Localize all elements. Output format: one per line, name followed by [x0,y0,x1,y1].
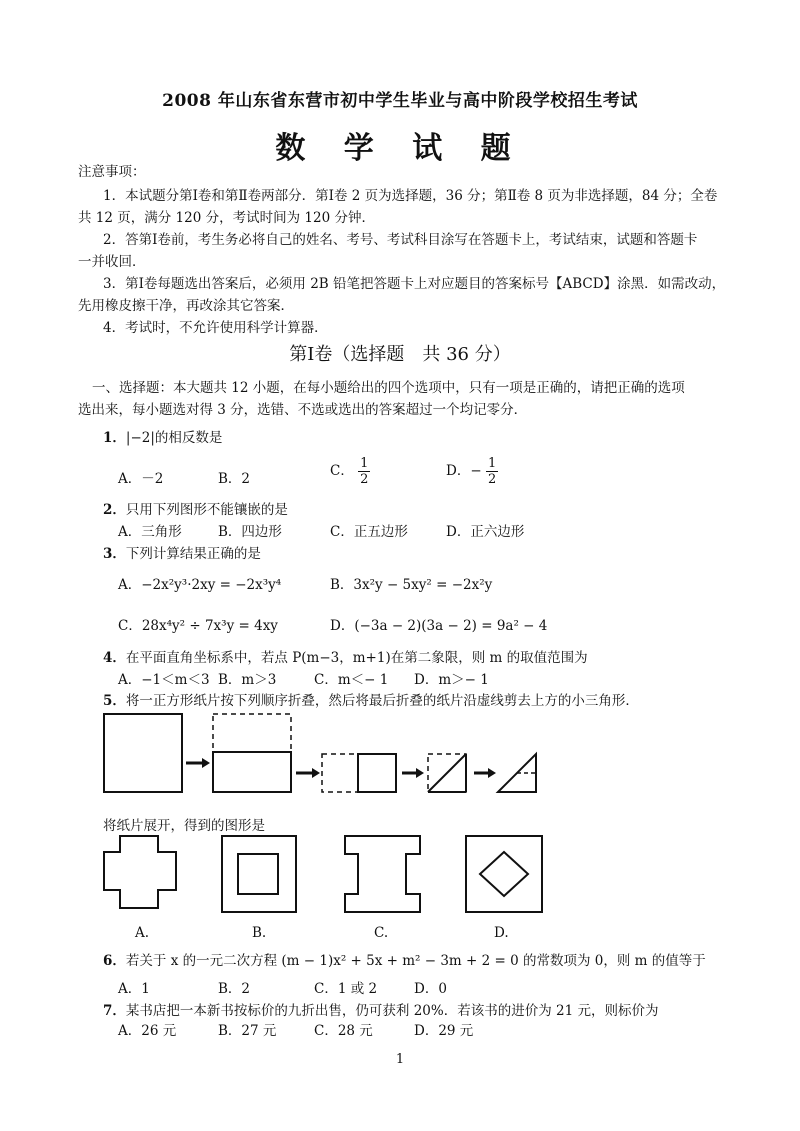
q1-d-fraction [486,456,498,487]
q4-option-c: C．m＜− 1 [314,672,389,688]
q2-option-b: B．四边形 [218,524,282,540]
q2-number: 2． [103,502,126,518]
q2-text: 只用下列图形不能镶嵌的是 [125,502,288,518]
q2-option-d: D．正六边形 [446,524,525,540]
q5-figure-b-inner [238,854,278,894]
fold-step2-bottom [213,752,291,792]
q7-option-b: B．27 元 [218,1023,277,1039]
q4-option-a: A．−1＜m＜3 [118,672,210,688]
q1-c-numerator: 1 [360,456,369,471]
note-2a: 2．答第Ⅰ卷前，考生务必将自己的姓名、考号、考试科目涂写在答题卡上，考试结束，试题和答题卡 [103,232,698,248]
q3-option-b: B．3x²y − 5xy² = −2x²y [330,577,493,593]
q5-number: 5． [103,693,126,709]
q1-c-label: C． [330,463,354,479]
q5-option-figures [100,832,560,922]
q6-option-d: D．0 [414,981,447,997]
q6-number: 6． [103,953,126,969]
fold-step1-square [104,714,182,792]
q3-option-d: D．(−3a − 2)(3a − 2) = 9a² − 4 [330,618,548,634]
exam-header-title: 2008 年山东省东营市初中学生毕业与高中阶段学校招生考试 [162,91,638,111]
q6-stem [103,949,706,969]
q7-stem [103,999,658,1019]
q4-stem [103,646,588,666]
q1-c-fraction [358,456,370,487]
fold-arrow-2 [296,768,320,778]
q1-option-d [446,456,498,487]
q7-option-a: A．26 元 [118,1023,177,1039]
q5-figure-c-ibeam [345,836,420,912]
q5-stem [103,689,639,709]
fold-arrow-4 [474,768,496,778]
q4-number: 4． [103,650,126,666]
q4-option-d: D．m＞− 1 [414,672,489,688]
q1-stem [103,426,222,446]
q5-option-c: C. [374,925,389,941]
q5-option-d: D. [494,925,509,941]
fold-step3-right [358,754,396,792]
q6-option-c: C．1 或 2 [314,981,378,997]
folding-sequence-figure [100,710,560,800]
fold-arrow-1 [186,758,210,768]
note-1a: 1．本试题分第Ⅰ卷和第Ⅱ卷两部分．第Ⅰ卷 2 页为选择题，36 分；第Ⅱ卷 8 页为非选择题，84 分；全卷 [103,188,718,204]
q5-text: 将一正方形纸片按下列顺序折叠，然后将最后折叠的纸片沿虚线剪去上方的小三角形． [125,693,639,709]
section-title: 第Ⅰ卷（选择题 共 36 分） [289,344,511,365]
note-3a: 3．第Ⅰ卷每题选出答案后，必须用 2B 铅笔把答题卡上对应题目的答案标号【ABCD】涂黑．如需改动， [103,276,726,292]
q5-figure-d-outer [466,836,542,912]
q5-unfold-text: 将纸片展开，得到的图形是 [103,818,265,834]
q3-number: 3． [103,546,126,562]
q7-number: 7． [103,1003,126,1019]
q1-text: |−2|的相反数是 [125,430,223,446]
q5-figure-b-outer [222,836,296,912]
section-intro-a: 一、选择题：本大题共 12 小题，在每小题给出的四个选项中，只有一项是正确的，请把正确的选项 [92,380,685,396]
note-3b: 先用橡皮擦干净，再改涂其它答案． [78,298,294,314]
q2-option-a: A．三角形 [118,524,182,540]
q3-stem [103,542,261,562]
note-4: 4．考试时，不允许使用科学计算器． [103,320,328,336]
q2-stem [103,498,288,518]
q7-option-c: C．28 元 [314,1023,373,1039]
q3-option-a: A．−2x²y³·2xy = −2x³y⁴ [118,577,282,593]
q6-text: 若关于 x 的一元二次方程 (m − 1)x² + 5x + m² − 3m + 2 = 0 的常数项为 0，则 m 的值等于 [125,953,706,969]
fold-step3-dashed-left [322,754,358,792]
q5-figure-a-cross [104,836,176,908]
fold-step4-diagonal [428,754,466,792]
note-2b: 一并收回． [78,254,146,270]
q4-text: 在平面直角坐标系中，若点 P(m−3，m+1)在第二象限，则 m 的取值范围为 [125,650,588,666]
q6-option-b: B．2 [218,981,251,997]
q1-number: 1． [103,430,126,446]
fold-step2-dashed-top [213,714,291,752]
q3-option-c: C．28x⁴y² ÷ 7x³y = 4xy [118,618,278,634]
q7-option-d: D．29 元 [414,1023,474,1039]
q5-option-b: B. [252,925,267,941]
q1-d-numerator: 1 [487,456,497,471]
note-1b: 共 12 页，满分 120 分，考试时间为 120 分钟． [78,210,375,226]
q1-option-c [330,456,370,487]
q1-c-denominator: 2 [360,472,369,487]
subject-title: 数 学 试 题 [275,131,525,166]
q7-text: 某书店把一本新书按标价的九折出售，仍可获利 20%．若该书的进价为 21 元，则标价为 [125,1003,659,1019]
section-intro-b: 选出来，每小题选对得 3 分，选错、不选或选出的答案超过一个均记零分． [78,402,528,418]
q3-text: 下列计算结果正确的是 [125,546,261,562]
page-number: 1 [395,1052,405,1067]
q2-option-c: C．正五边形 [330,524,408,540]
q4-option-b: B．m＞3 [218,672,277,688]
q5-figure-d-diamond [480,852,528,896]
q1-option-a: A．－2 [118,471,164,487]
q6-option-a: A．1 [118,981,150,997]
q1-option-b: B．2 [218,471,251,487]
q1-d-denominator: 2 [487,472,497,487]
notes-heading: 注意事项： [78,164,146,180]
q5-option-a: A. [135,925,150,941]
fold-arrow-3 [402,768,424,778]
q1-d-label: D．− [446,463,482,479]
